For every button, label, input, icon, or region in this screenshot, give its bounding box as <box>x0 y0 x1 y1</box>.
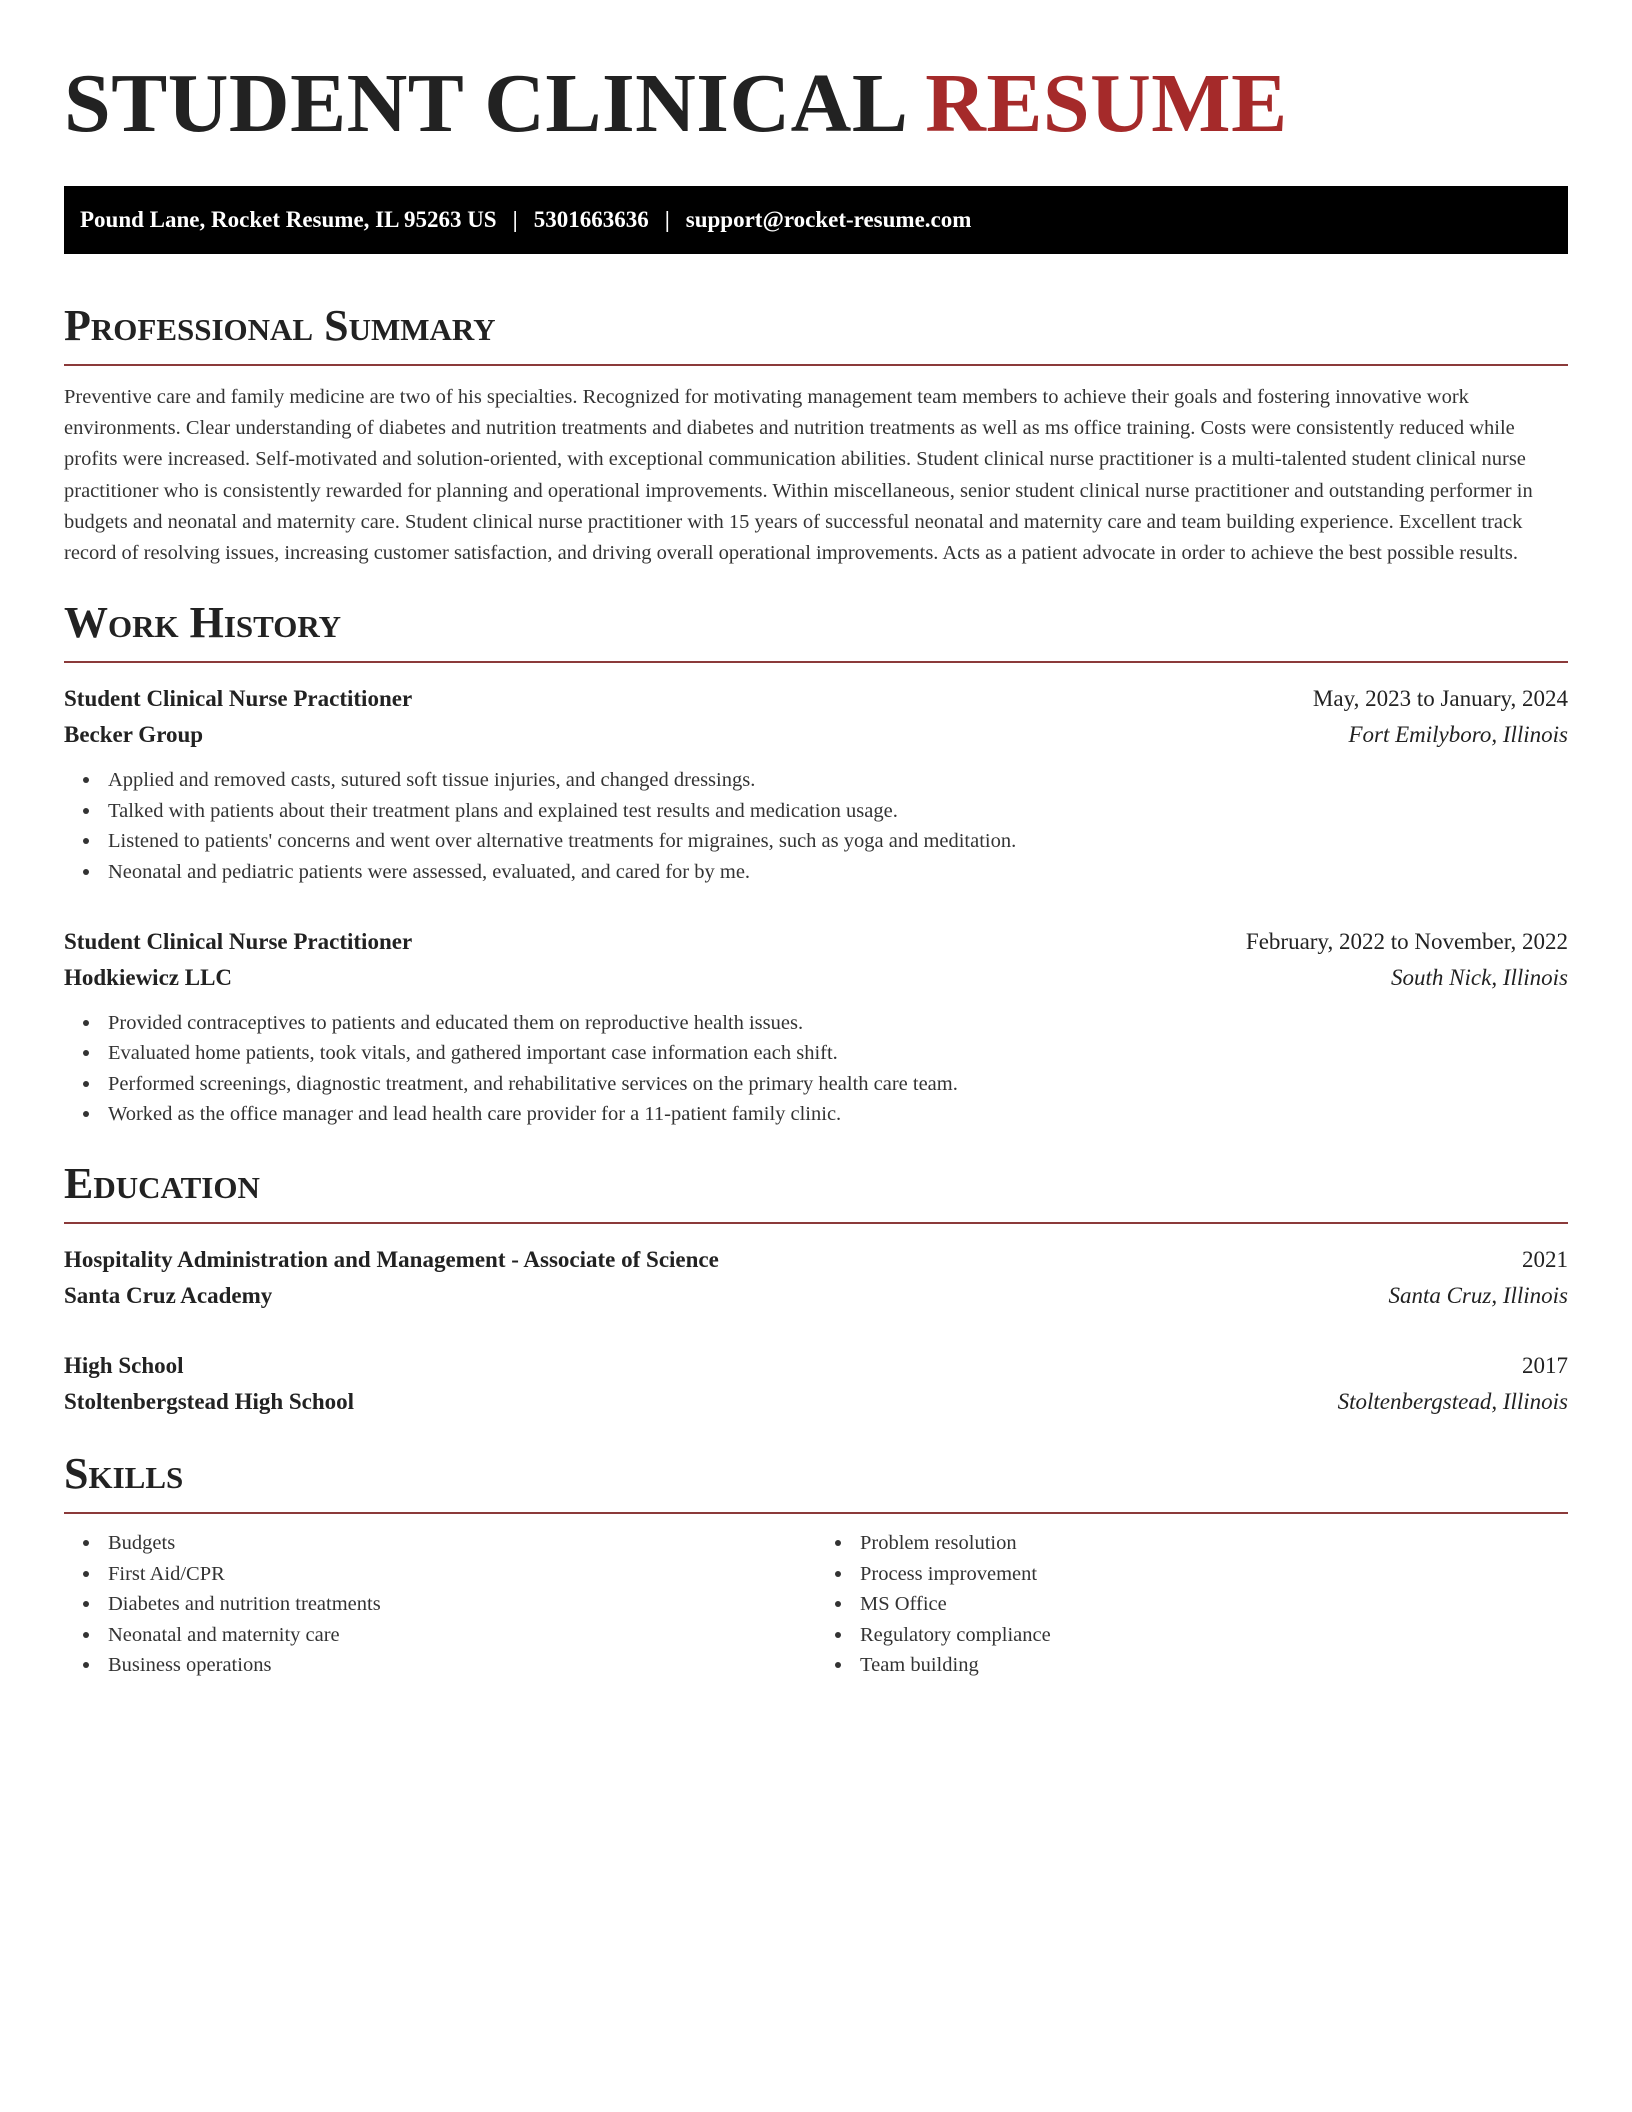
summary-section <box>64 298 1568 569</box>
section-heading-skills: Skills <box>64 1448 184 1498</box>
education-school-row <box>64 1384 1568 1420</box>
education-section <box>64 1156 1568 1420</box>
section-divider <box>64 661 1568 663</box>
list-item: Listened to patients' concerns and went over alternative treatments for migraines, such as yoga and meditation. <box>83 826 1568 857</box>
list-item: Performed screenings, diagnostic treatment, and rehabilitative services on the primary health care team. <box>83 1069 1568 1100</box>
education-school: Santa Cruz Academy <box>64 1282 273 1308</box>
job-company-row <box>64 717 1568 753</box>
education-entry <box>64 1242 1568 1314</box>
list-item: Provided contraceptives to patients and educated them on reproductive health issues. <box>83 1008 1568 1039</box>
job-location: Fort Emilyboro, Illinois <box>1348 722 1568 748</box>
job-header-row <box>64 681 1568 717</box>
skills-list-right <box>816 1528 1568 1681</box>
education-year: 2017 <box>1522 1352 1568 1378</box>
skill-item: Diabetes and nutrition treatments <box>83 1589 816 1620</box>
job-dates: May, 2023 to January, 2024 <box>1312 686 1568 712</box>
job-entry <box>64 924 1568 1130</box>
list-item: Neonatal and pediatric patients were assessed, evaluated, and cared for by me. <box>83 857 1568 888</box>
education-header-row <box>64 1242 1568 1278</box>
job-title: Student Clinical Nurse Practitioner <box>64 928 413 954</box>
education-degree: High School <box>64 1352 184 1378</box>
job-location: South Nick, Illinois <box>1391 964 1568 990</box>
list-item: Talked with patients about their treatment plans and explained test results and medication usage. <box>83 796 1568 827</box>
job-duties-list <box>64 1008 1568 1130</box>
job-company: Becker Group <box>64 722 204 748</box>
education-year: 2021 <box>1522 1246 1568 1272</box>
title-main: STUDENT CLINICAL <box>64 57 904 150</box>
education-location: Santa Cruz, Illinois <box>1388 1282 1568 1308</box>
job-dates: February, 2022 to November, 2022 <box>1245 928 1568 954</box>
skill-item: Neonatal and maternity care <box>83 1620 816 1651</box>
section-divider <box>64 1222 1568 1224</box>
job-title: Student Clinical Nurse Practitioner <box>64 686 413 712</box>
resume-title <box>64 56 1568 152</box>
section-divider <box>64 1512 1568 1514</box>
contact-email: support@rocket-resume.com <box>685 207 972 232</box>
contact-address: Pound Lane, Rocket Resume, IL 95263 US <box>80 207 497 232</box>
list-item: Applied and removed casts, sutured soft tissue injuries, and changed dressings. <box>83 765 1568 796</box>
job-company: Hodkiewicz LLC <box>64 964 233 990</box>
skill-item: Process improvement <box>835 1559 1568 1590</box>
skill-item: MS Office <box>835 1589 1568 1620</box>
education-entry <box>64 1348 1568 1420</box>
summary-text: Preventive care and family medicine are two of his specialties. Recognized for motivating management team members to achieve their goals and fostering innovative work environments. Clear understanding of diabetes and nutrition treatments and diabetes and nutrition treatments as well as ms office training. Costs were consistently reduced while profits were increased. Self-motivated and solution-oriented, with exceptional communication abilities. Student clinical nurse practitioner is a multi-talented student clinical nurse practitioner who is consistently rewarded for planning and operational improvements. Within miscellaneous, senior student clinical nurse practitioner and outstanding performer in budgets and neonatal and maternity care. Student clinical nurse practitioner with 15 years of successful neonatal and maternity care and team building experience. Excellent track record of resolving issues, increasing customer satisfaction, and driving overall operational improvements. Acts as a patient advocate in order to achieve the best possible results. <box>64 386 1533 565</box>
job-company-row <box>64 960 1568 996</box>
section-divider <box>64 364 1568 366</box>
skill-item: Problem resolution <box>835 1528 1568 1559</box>
section-heading-summary: Professional Summary <box>64 301 496 350</box>
work-history-section <box>64 595 1568 1130</box>
contact-phone: 5301663636 <box>533 207 649 232</box>
section-heading-education: Education <box>64 1158 260 1208</box>
contact-bar <box>64 186 1568 254</box>
contact-separator: | <box>512 207 518 232</box>
skill-item: Business operations <box>83 1650 816 1681</box>
section-heading-work: Work History <box>64 598 342 648</box>
list-item: Worked as the office manager and lead health care provider for a 11-patient family clinic. <box>83 1099 1568 1130</box>
education-header-row <box>64 1348 1568 1384</box>
education-location: Stoltenbergstead, Illinois <box>1337 1388 1568 1414</box>
skill-item: Regulatory compliance <box>835 1620 1568 1651</box>
education-degree: Hospitality Administration and Management - Associate of Science <box>64 1246 719 1272</box>
list-item: Evaluated home patients, took vitals, and gathered important case information each shift. <box>83 1038 1568 1069</box>
job-entry <box>64 681 1568 887</box>
skills-list-left <box>64 1528 816 1681</box>
education-school: Stoltenbergstead High School <box>64 1388 355 1414</box>
skills-section <box>64 1446 1568 1681</box>
skill-item: Budgets <box>83 1528 816 1559</box>
contact-separator: | <box>664 207 670 232</box>
job-duties-list <box>64 765 1568 887</box>
skill-item: Team building <box>835 1650 1568 1681</box>
education-school-row <box>64 1278 1568 1314</box>
title-accent: RESUME <box>925 57 1288 150</box>
job-header-row <box>64 924 1568 960</box>
skills-grid <box>64 1528 1568 1681</box>
skill-item: First Aid/CPR <box>83 1559 816 1590</box>
